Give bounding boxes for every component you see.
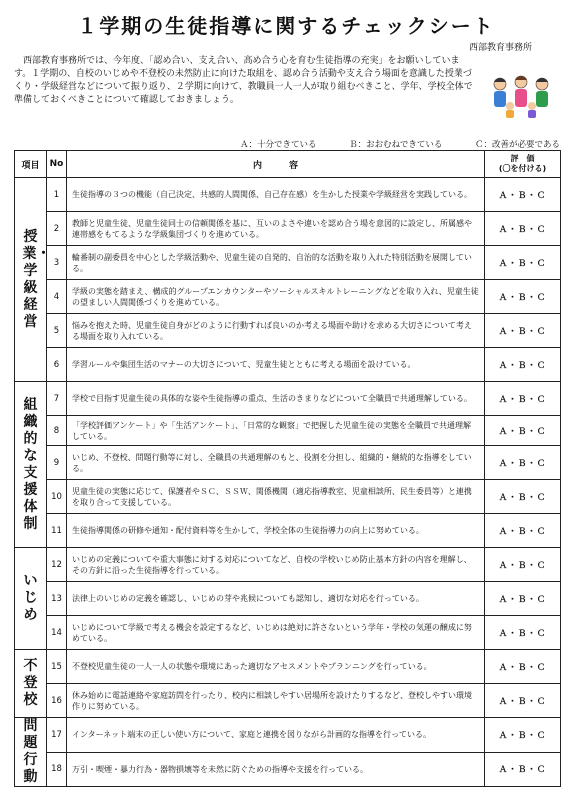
category-label: 問題行動 bbox=[23, 718, 38, 785]
evaluation-choice[interactable]: Ａ・Ｂ・Ｃ bbox=[485, 514, 561, 548]
evaluation-choice[interactable]: Ａ・Ｂ・Ｃ bbox=[485, 582, 561, 616]
row-content: 法律上のいじめの定義を確認し、いじめの芽や兆候についても認知し、適切な対応を行っている。 bbox=[67, 582, 485, 616]
row-number: 11 bbox=[47, 514, 67, 548]
row-content: いじめについて学級で考える機会を設定するなど、いじめは絶対に許さないという学年・学校の気運の醸成に努めている。 bbox=[67, 616, 485, 650]
category-label: 不登校 bbox=[23, 658, 38, 708]
row-content: 学級の実態を踏まえ、構成的グループエンカウンターやソーシャルスキルトレーニングなどを取り入れ、児童生徒の望ましい人間関係づくりを進めている。 bbox=[67, 280, 485, 314]
category-cell bbox=[15, 548, 47, 650]
checklist-body bbox=[15, 178, 561, 787]
header-category: 項目 bbox=[15, 151, 47, 178]
organization-name: 西部教育事務所 bbox=[468, 43, 532, 53]
table-row bbox=[15, 548, 561, 582]
table-row bbox=[15, 314, 561, 348]
table-row bbox=[15, 752, 561, 787]
row-content: 教師と児童生徒、児童生徒同士の信頼関係を基に、互いのよさや違いを認め合う場を意図的に設定し、所属感や連帯感をもてるような学級集団づくりを進めている。 bbox=[67, 212, 485, 246]
evaluation-choice[interactable]: Ａ・Ｂ・Ｃ bbox=[485, 480, 561, 514]
table-row bbox=[15, 212, 561, 246]
checklist-table bbox=[14, 150, 561, 787]
table-row bbox=[15, 446, 561, 480]
row-number: 15 bbox=[47, 650, 67, 684]
table-row bbox=[15, 582, 561, 616]
table-row bbox=[15, 650, 561, 684]
row-content: 児童生徒の実態に応じて、保護者やＳＣ、ＳＳＷ、関係機関（適応指導教室、児童相談所、民生委員等）と連携を取り合って支援している。 bbox=[67, 480, 485, 514]
row-content: 悩みを抱えた時、児童生徒自身がどのように行動すれば良いのか考える場面や助けを求める大切さについて考える場面を取り入れている。 bbox=[67, 314, 485, 348]
evaluation-choice[interactable]: Ａ・Ｂ・Ｃ bbox=[485, 246, 561, 280]
people-group-icon bbox=[486, 70, 556, 120]
header-content: 内 容 bbox=[67, 151, 485, 178]
row-number: 3 bbox=[47, 246, 67, 280]
row-number: 4 bbox=[47, 280, 67, 314]
evaluation-choice[interactable]: Ａ・Ｂ・Ｃ bbox=[485, 650, 561, 684]
table-row bbox=[15, 480, 561, 514]
category-label: 授業・学級経営 bbox=[22, 228, 51, 330]
evaluation-choice[interactable]: Ａ・Ｂ・Ｃ bbox=[485, 314, 561, 348]
evaluation-legend bbox=[240, 138, 560, 150]
table-row bbox=[15, 246, 561, 280]
evaluation-choice[interactable]: Ａ・Ｂ・Ｃ bbox=[485, 416, 561, 446]
header-evaluation-text: 評 価 (〇を付ける) bbox=[498, 154, 547, 173]
row-number: 1 bbox=[47, 178, 67, 212]
legend-c: Ｃ：改善が必要である bbox=[474, 140, 560, 150]
legend-a: Ａ：十分できている bbox=[240, 140, 317, 150]
table-row bbox=[15, 684, 561, 718]
legend-b: Ｂ：おおむねできている bbox=[349, 140, 443, 150]
row-number: 16 bbox=[47, 684, 67, 718]
row-number: 12 bbox=[47, 548, 67, 582]
category-cell bbox=[15, 650, 47, 718]
evaluation-choice[interactable]: Ａ・Ｂ・Ｃ bbox=[485, 446, 561, 480]
table-row bbox=[15, 178, 561, 212]
row-content: 学習ルールや集団生活のマナーの大切さについて、児童生徒とともに考える場面を設けている。 bbox=[67, 348, 485, 382]
evaluation-choice[interactable]: Ａ・Ｂ・Ｃ bbox=[485, 548, 561, 582]
row-number: 18 bbox=[47, 752, 67, 787]
row-number: 10 bbox=[47, 480, 67, 514]
intro-paragraph: 西部教育事務所では、今年度、「認め合い、支え合い、高め合う心を育む生徒指導の充実」をお願いしています。１学期の、自校のいじめや不登校の未然防止に向けた取組を、認め合う活動や支え合う場面を意識した授業づくり・学級経営などについて振り返り、２学期に向けて、教職員一人一人が取り組むべきこと、学年、学校全体で準備しておくべきことについて確認しておきましょう。 bbox=[14, 56, 473, 105]
table-row bbox=[15, 718, 561, 753]
row-content: 生徒指導の３つの機能（自己決定、共感的人間関係、自己存在感）を生かした授業や学級経営を実践している。 bbox=[67, 178, 485, 212]
row-content: 生徒指導関係の研修や通知・配付資料等を生かして、学校全体の生徒指導力の向上に努めている。 bbox=[67, 514, 485, 548]
row-number: 5 bbox=[47, 314, 67, 348]
table-row bbox=[15, 616, 561, 650]
evaluation-choice[interactable]: Ａ・Ｂ・Ｃ bbox=[485, 348, 561, 382]
evaluation-choice[interactable]: Ａ・Ｂ・Ｃ bbox=[485, 212, 561, 246]
category-cell bbox=[15, 718, 47, 787]
category-cell bbox=[15, 382, 47, 548]
row-content: いじめ、不登校、問題行動等に対し、全職員の共通理解のもと、役割を分担し、組織的・継続的な指導をしている。 bbox=[67, 446, 485, 480]
row-content: 不登校児童生徒の一人一人の状態や環境にあった適切なアセスメントやプランニングを行っている。 bbox=[67, 650, 485, 684]
category-cell bbox=[15, 178, 51, 382]
evaluation-choice[interactable]: Ａ・Ｂ・Ｃ bbox=[485, 178, 561, 212]
row-content: 万引・喫煙・暴力行為・器物損壊等を未然に防ぐための指導や支援を行っている。 bbox=[67, 752, 485, 787]
table-row bbox=[15, 382, 561, 416]
row-content: いじめの定義についてや重大事態に対する対応についてなど、自校の学校いじめ防止基本方針の内容を理解し、その方針に沿った生徒指導を行っている。 bbox=[67, 548, 485, 582]
row-number: 9 bbox=[47, 446, 67, 480]
evaluation-choice[interactable]: Ａ・Ｂ・Ｃ bbox=[485, 684, 561, 718]
category-label: 組織的な支援体制 bbox=[23, 396, 38, 532]
table-row bbox=[15, 514, 561, 548]
header-no: No bbox=[47, 151, 67, 178]
row-number: 17 bbox=[47, 718, 67, 753]
row-number: 14 bbox=[47, 616, 67, 650]
evaluation-choice[interactable]: Ａ・Ｂ・Ｃ bbox=[485, 280, 561, 314]
evaluation-choice[interactable]: Ａ・Ｂ・Ｃ bbox=[485, 616, 561, 650]
row-number: 8 bbox=[47, 416, 67, 446]
row-number: 7 bbox=[47, 382, 67, 416]
row-number: 13 bbox=[47, 582, 67, 616]
evaluation-choice[interactable]: Ａ・Ｂ・Ｃ bbox=[485, 752, 561, 787]
evaluation-choice[interactable]: Ａ・Ｂ・Ｃ bbox=[485, 718, 561, 753]
category-label: いじめ bbox=[23, 573, 38, 623]
row-number: 6 bbox=[47, 348, 67, 382]
table-row bbox=[15, 416, 561, 446]
row-content: 学校で目指す児童生徒の具体的な姿や生徒指導の重点、生活のきまりなどについて全職員で共通理解している。 bbox=[67, 382, 485, 416]
table-row bbox=[15, 280, 561, 314]
row-content: 休み始めに電話連絡や家庭訪問を行ったり、校内に相談しやすい居場所を設けたりするなど、登校しやすい環境作りに努めている。 bbox=[67, 684, 485, 718]
page-title: １学期の生徒指導に関するチェックシート bbox=[77, 14, 495, 38]
row-content: インターネット端末の正しい使い方について、家庭と連携を図りながら計画的な指導を行っている。 bbox=[67, 718, 485, 753]
row-content: 輪番制の副委員を中心とした学級活動や、児童生徒の自発的、自治的な活動を取り入れた特別活動を展開している。 bbox=[67, 246, 485, 280]
header-evaluation bbox=[485, 151, 561, 178]
row-content: 「学校評価アンケート」や「生活アンケート」、「日常的な観察」で把握した児童生徒の実態を全職員で共通理解している。 bbox=[67, 416, 485, 446]
evaluation-choice[interactable]: Ａ・Ｂ・Ｃ bbox=[485, 382, 561, 416]
row-number: 2 bbox=[47, 212, 67, 246]
table-row bbox=[15, 348, 561, 382]
